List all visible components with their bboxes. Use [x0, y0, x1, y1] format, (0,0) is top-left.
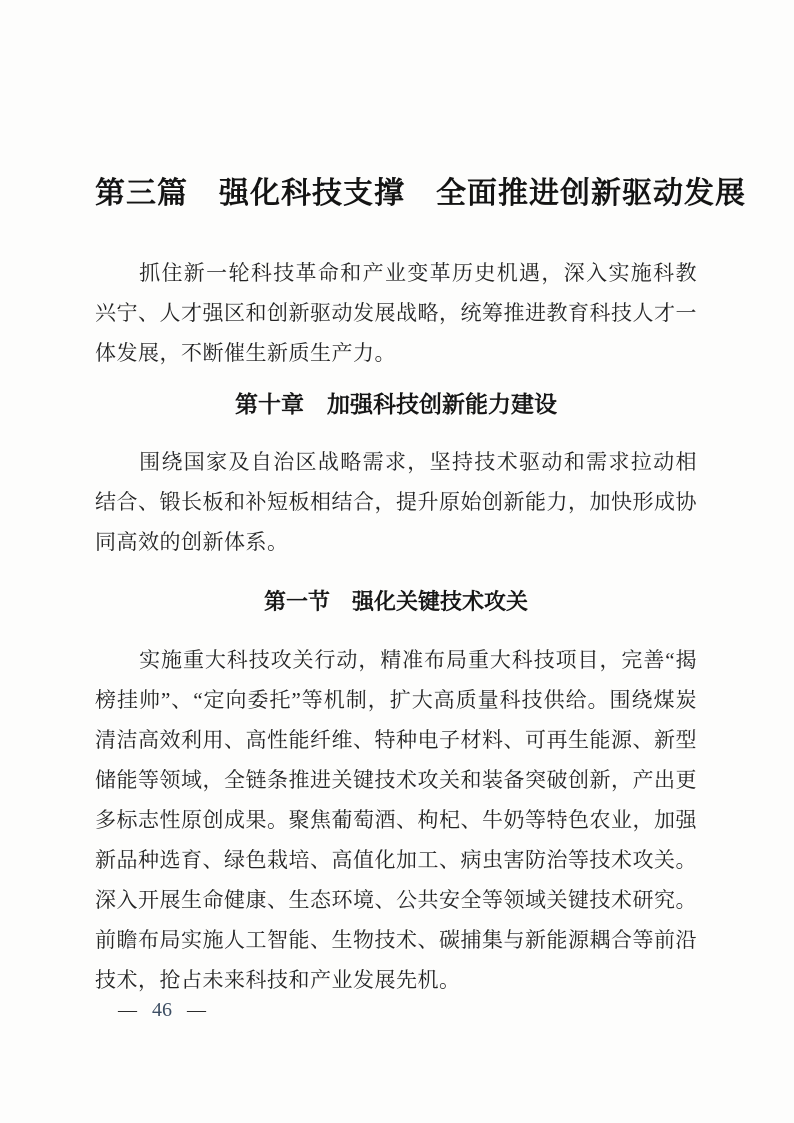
page-number: 46: [152, 999, 172, 1021]
intro-paragraph: 抓住新一轮科技革命和产业变革历史机遇，深入实施科教兴宁、人才强区和创新驱动发展战略，统筹推进教育科技人才一体发展，不断催生新质生产力。: [95, 261, 697, 365]
chapter-paragraph: 围绕国家及自治区战略需求，坚持技术驱动和需求拉动相结合、锻长板和补短板相结合，提升原始创新能力，加快形成协同高效的创新体系。: [95, 450, 697, 554]
part-title: 第三篇 强化科技支撑 全面推进创新驱动发展: [95, 177, 746, 210]
footer-dash-right: —: [187, 1000, 206, 1021]
section-paragraph: 实施重大科技攻关行动，精准布局重大科技项目，完善“揭榜挂帅”、“定向委托”等机制，扩大高质量科技供给。围绕煤炭清洁高效利用、高性能纤维、特种电子材料、可再生能源、新型储能等领域，全链条推进关键技术攻关和装备突破创新，产出更多标志性原创成果。聚焦葡萄酒、枸杞、牛奶等特色农业，加强新品种选育、绿色栽培、高值化加工、病虫害防治等技术攻关。深入开展生命健康、生态环境、公共安全等领域关键技术研究。前瞻布局实施人工智能、生物技术、碳捕集与新能源耦合等前沿技术，抢占未来科技和产业发展先机。: [95, 648, 697, 992]
chapter-heading: 第十章 加强科技创新能力建设: [235, 392, 557, 417]
footer-dash-left: —: [118, 1000, 137, 1021]
section-heading: 第一节 强化关键技术攻关: [263, 589, 528, 614]
page-footer: [118, 997, 206, 1024]
